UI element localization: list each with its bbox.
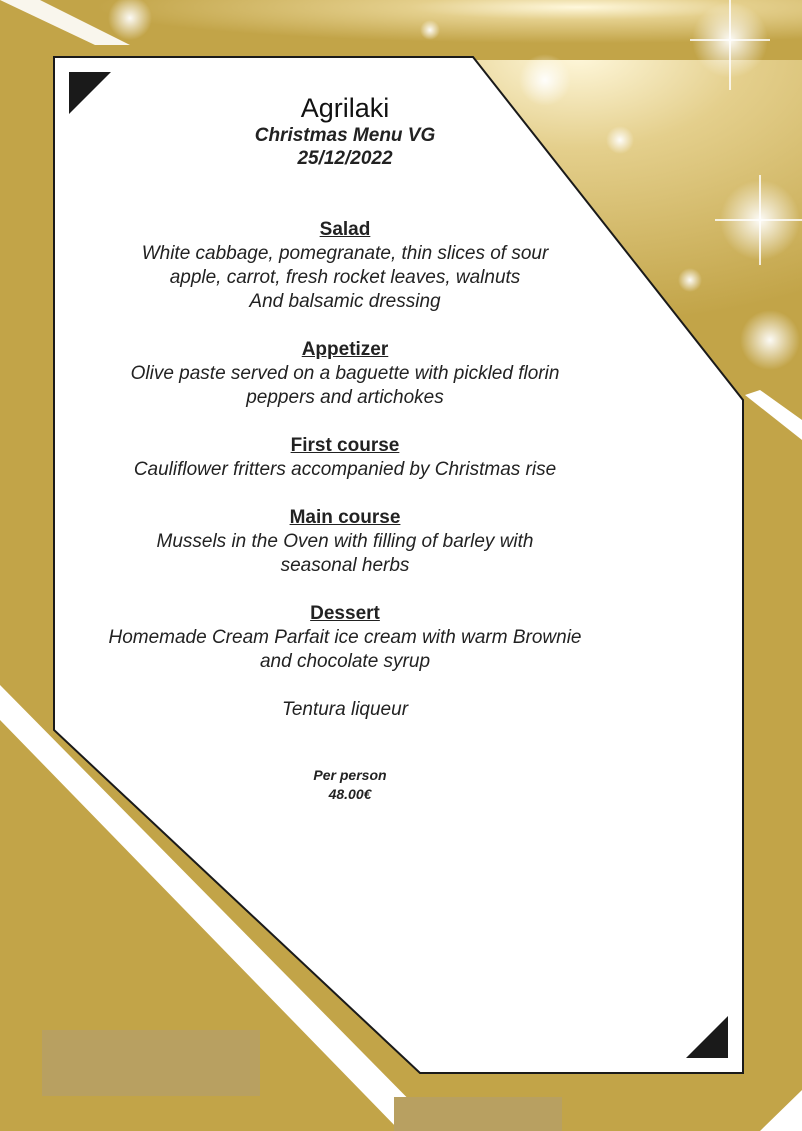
course-salad [80,218,610,314]
tan-block-bottom [394,1097,562,1131]
price-label: Per person [313,767,387,783]
price-amount: 48.00€ [328,786,372,802]
course-title: Salad [319,219,371,240]
tan-block-left [42,1030,260,1096]
restaurant-name: Agrilaki [300,93,390,123]
extra-item: Tentura liqueur [281,699,409,720]
menu-content [80,92,610,722]
course-main [80,506,610,578]
course-description: Cauliflower fritters accompanied by Christmas rise [133,459,557,480]
course-description: Olive paste served on a baguette with pickled florin peppers and artichokes [130,363,560,408]
course-title: Main course [289,507,401,528]
course-dessert [80,602,610,674]
course-title: Appetizer [301,339,389,360]
course-appetizer [80,338,610,410]
course-list [80,218,610,722]
price-block [290,766,410,804]
menu-title: Christmas Menu VG [254,125,436,146]
course-title: Dessert [310,603,380,624]
course-first [80,434,610,482]
course-title: First course [290,435,400,456]
course-description: Homemade Cream Parfait ice cream with warm Brownie and chocolate syrup [108,627,582,672]
menu-date: 25/12/2022 [297,148,393,169]
course-description: White cabbage, pomegranate, thin slices of sour apple, carrot, fresh rocket leaves, walnuts And balsamic dressing [141,243,549,312]
course-description: Mussels in the Oven with filling of barley with seasonal herbs [156,531,534,576]
